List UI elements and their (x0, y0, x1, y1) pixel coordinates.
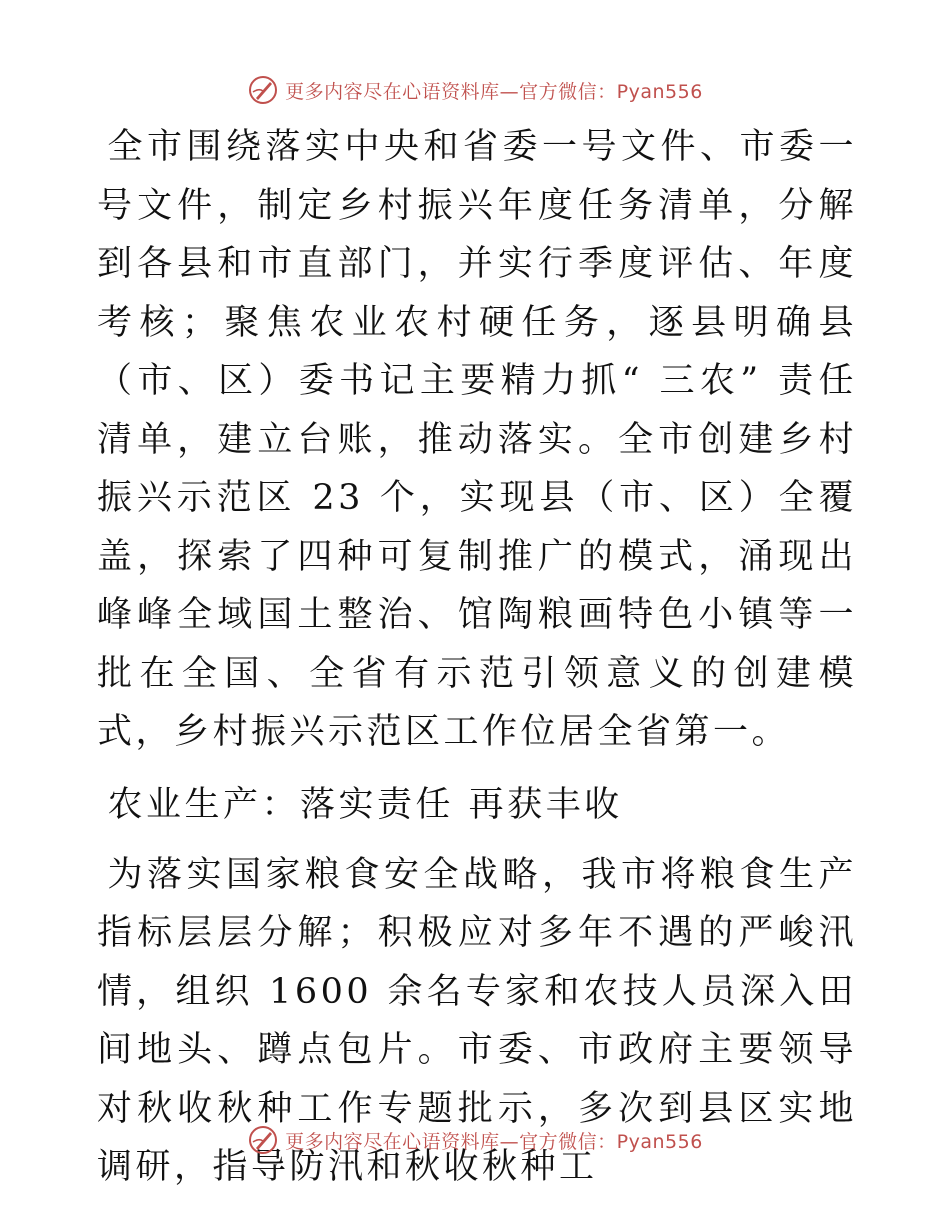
header-watermark-banner (0, 70, 950, 110)
body-paragraph-2: 为落实国家粮食安全战略，我市将粮食生产指标层层分解；积极应对多年不遇的严峻汛情，组织 1600 余名专家和农技人员深入田间地头、蹲点包片。市委、市政府主要领导对秋收秋种工作专题批示，多次到县区实地调研，指导防汛和秋收秋种工 (97, 854, 857, 1187)
document-body (97, 118, 857, 1197)
body-paragraph-1: 全市围绕落实中央和省委一号文件、市委一号文件，制定乡村振兴年度任务清单，分解到各县和市直部门，并实行季度评估、年度考核；聚焦农业农村硬任务，逐县明确县（市、区）委书记主要精力抓“ 三农” 责任清单，建立台账，推动落实。全市创建乡村振兴示范区 23 个，实现县（市、区）全覆盖，探索了四种可复制推广的模式，涌现出峰峰全域国土整治、馆陶粮画特色小镇等一批在全国、全省有示范引领意义的创建模式，乡村振兴示范区工作位居全省第一。 (97, 127, 857, 752)
header-watermark-text: 更多内容尽在心语资料库—官方微信：Pyan556 (285, 80, 703, 103)
quill-logo-icon (247, 74, 279, 106)
footer-watermark-banner (0, 1120, 950, 1160)
footer-watermark-text: 更多内容尽在心语资料库—官方微信：Pyan556 (285, 1130, 703, 1153)
quill-logo-icon (247, 1124, 279, 1156)
section-heading: 农业生产：落实责任 再获丰收 (107, 784, 623, 825)
